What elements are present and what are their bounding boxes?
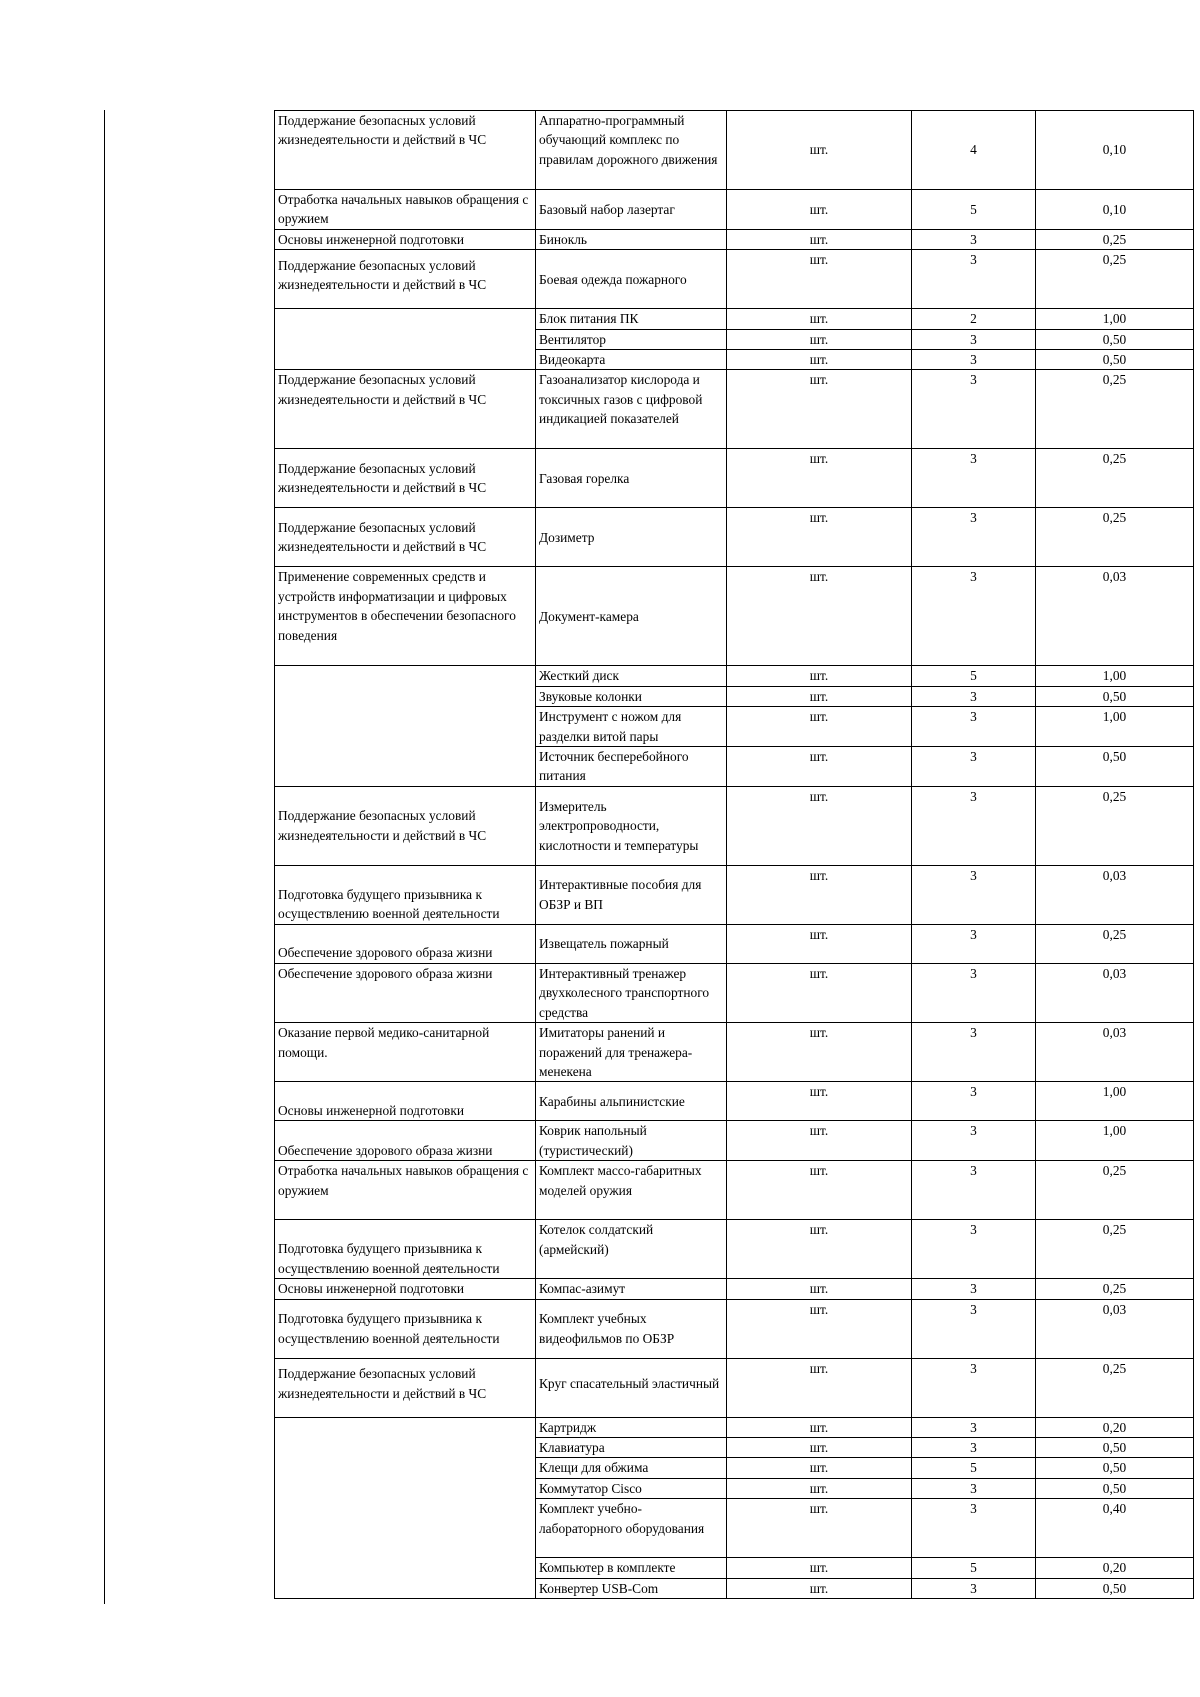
section-cell [275, 1417, 536, 1598]
quantity-cell: 3 [912, 1358, 1036, 1417]
item-name-cell: Базовый набор лазертаг [536, 190, 727, 230]
quantity-cell: 3 [912, 329, 1036, 349]
unit-cell: шт. [727, 707, 912, 747]
section-cell: Отработка начальных навыков обращения с оружием [275, 1161, 536, 1220]
item-name-cell: Боевая одежда пожарного [536, 250, 727, 309]
quantity-cell: 3 [912, 963, 1036, 1022]
norm-cell: 0,25 [1036, 1358, 1194, 1417]
section-cell: Оказание первой медико-санитарной помощи. [275, 1023, 536, 1082]
section-cell: Отработка начальных навыков обращения с оружием [275, 190, 536, 230]
unit-cell: шт. [727, 1279, 912, 1299]
section-cell: Поддержание безопасных условий жизнедеятельности и действий в ЧС [275, 1358, 536, 1417]
section-cell: Обеспечение здорового образа жизни [275, 1121, 536, 1161]
table-row [275, 1279, 1194, 1299]
norm-cell: 0,25 [1036, 250, 1194, 309]
norm-cell: 0,10 [1036, 111, 1194, 190]
norm-cell: 0,50 [1036, 686, 1194, 706]
item-name-cell: Карабины альпинистские [536, 1082, 727, 1121]
item-name-cell: Клещи для обжима [536, 1458, 727, 1478]
item-name-cell: Комплект массо-габаритных моделей оружия [536, 1161, 727, 1220]
norm-cell: 0,50 [1036, 1578, 1194, 1598]
section-cell: Подготовка будущего призывника к осуществлению военной деятельности [275, 1220, 536, 1279]
unit-cell: шт. [727, 1161, 912, 1220]
table-row [275, 111, 1194, 190]
quantity-cell: 3 [912, 1121, 1036, 1161]
section-cell: Применение современных средств и устройств информатизации и цифровых инструментов в обеспечении безопасного поведения [275, 567, 536, 666]
item-name-cell: Дозиметр [536, 508, 727, 567]
norm-cell: 0,50 [1036, 1458, 1194, 1478]
section-cell: Обеспечение здорового образа жизни [275, 924, 536, 963]
unit-cell: шт. [727, 190, 912, 230]
unit-cell: шт. [727, 1558, 912, 1578]
norm-cell: 0,50 [1036, 1437, 1194, 1457]
item-name-cell: Извещатель пожарный [536, 924, 727, 963]
norm-cell: 1,00 [1036, 309, 1194, 329]
quantity-cell: 3 [912, 686, 1036, 706]
item-name-cell: Круг спасательный эластичный [536, 1358, 727, 1417]
item-name-cell: Компас-азимут [536, 1279, 727, 1299]
quantity-cell: 3 [912, 1478, 1036, 1498]
table-row [275, 1299, 1194, 1358]
quantity-cell: 3 [912, 229, 1036, 249]
item-name-cell: Комплект учебных видеофильмов по ОБЗР [536, 1299, 727, 1358]
norm-cell: 1,00 [1036, 666, 1194, 686]
table-row [275, 229, 1194, 249]
table-row [275, 1220, 1194, 1279]
unit-cell: шт. [727, 309, 912, 329]
item-name-cell: Жесткий диск [536, 666, 727, 686]
unit-cell: шт. [727, 1023, 912, 1082]
item-name-cell: Клавиатура [536, 1437, 727, 1457]
unit-cell: шт. [727, 250, 912, 309]
item-name-cell: Газоанализатор кислорода и токсичных газов с цифровой индикацией показателей [536, 370, 727, 449]
item-name-cell: Компьютер в комплекте [536, 1558, 727, 1578]
norm-cell: 0,50 [1036, 747, 1194, 787]
unit-cell: шт. [727, 1121, 912, 1161]
item-name-cell: Вентилятор [536, 329, 727, 349]
unit-cell: шт. [727, 1082, 912, 1121]
section-cell [275, 666, 536, 786]
norm-cell: 0,25 [1036, 229, 1194, 249]
item-name-cell: Интерактивные пособия для ОБЗР и ВП [536, 865, 727, 924]
table-row [275, 1417, 1194, 1437]
norm-cell: 1,00 [1036, 1121, 1194, 1161]
quantity-cell: 3 [912, 1082, 1036, 1121]
norm-cell: 0,40 [1036, 1499, 1194, 1558]
unit-cell: шт. [727, 865, 912, 924]
section-cell: Поддержание безопасных условий жизнедеятельности и действий в ЧС [275, 449, 536, 508]
quantity-cell: 3 [912, 786, 1036, 865]
norm-cell: 0,50 [1036, 1478, 1194, 1498]
table-row [275, 190, 1194, 230]
quantity-cell: 3 [912, 449, 1036, 508]
quantity-cell: 3 [912, 1279, 1036, 1299]
section-cell [275, 309, 536, 370]
norm-cell: 1,00 [1036, 1082, 1194, 1121]
norm-cell: 0,03 [1036, 865, 1194, 924]
table-row [275, 309, 1194, 329]
norm-cell: 0,10 [1036, 190, 1194, 230]
section-cell: Поддержание безопасных условий жизнедеятельности и действий в ЧС [275, 111, 536, 190]
unit-cell: шт. [727, 747, 912, 787]
unit-cell: шт. [727, 370, 912, 449]
section-cell: Поддержание безопасных условий жизнедеятельности и действий в ЧС [275, 508, 536, 567]
item-name-cell: Газовая горелка [536, 449, 727, 508]
unit-cell: шт. [727, 449, 912, 508]
norm-cell: 0,03 [1036, 567, 1194, 666]
item-name-cell: Картридж [536, 1417, 727, 1437]
table-row [275, 1082, 1194, 1121]
unit-cell: шт. [727, 924, 912, 963]
quantity-cell: 2 [912, 309, 1036, 329]
quantity-cell: 5 [912, 666, 1036, 686]
norm-cell: 0,03 [1036, 1023, 1194, 1082]
item-name-cell: Котелок солдатский (армейский) [536, 1220, 727, 1279]
unit-cell: шт. [727, 567, 912, 666]
table-row [275, 449, 1194, 508]
unit-cell: шт. [727, 786, 912, 865]
item-name-cell: Звуковые колонки [536, 686, 727, 706]
table-row [275, 1161, 1194, 1220]
unit-cell: шт. [727, 508, 912, 567]
norm-cell: 0,50 [1036, 350, 1194, 370]
table-row [275, 1121, 1194, 1161]
quantity-cell: 3 [912, 1161, 1036, 1220]
table-row [275, 865, 1194, 924]
unit-cell: шт. [727, 686, 912, 706]
table-row [275, 508, 1194, 567]
quantity-cell: 3 [912, 1578, 1036, 1598]
item-name-cell: Коврик напольный (туристический) [536, 1121, 727, 1161]
norm-cell: 0,20 [1036, 1558, 1194, 1578]
section-cell: Подготовка будущего призывника к осуществлению военной деятельности [275, 865, 536, 924]
quantity-cell: 3 [912, 370, 1036, 449]
quantity-cell: 3 [912, 1220, 1036, 1279]
quantity-cell: 3 [912, 747, 1036, 787]
section-cell: Основы инженерной подготовки [275, 1082, 536, 1121]
norm-cell: 0,03 [1036, 1299, 1194, 1358]
unit-cell: шт. [727, 1478, 912, 1498]
item-name-cell: Интерактивный тренажер двухколесного транспортного средства [536, 963, 727, 1022]
item-name-cell: Инструмент с ножом для разделки витой пары [536, 707, 727, 747]
unit-cell: шт. [727, 1417, 912, 1437]
table-row [275, 567, 1194, 666]
norm-cell: 0,25 [1036, 1279, 1194, 1299]
section-cell: Основы инженерной подготовки [275, 1279, 536, 1299]
unit-cell: шт. [727, 229, 912, 249]
quantity-cell: 3 [912, 924, 1036, 963]
unit-cell: шт. [727, 329, 912, 349]
section-cell: Поддержание безопасных условий жизнедеятельности и действий в ЧС [275, 250, 536, 309]
table-row [275, 1358, 1194, 1417]
unit-cell: шт. [727, 1299, 912, 1358]
item-name-cell: Блок питания ПК [536, 309, 727, 329]
norm-cell: 1,00 [1036, 707, 1194, 747]
quantity-cell: 3 [912, 508, 1036, 567]
quantity-cell: 5 [912, 1558, 1036, 1578]
quantity-cell: 3 [912, 1417, 1036, 1437]
section-cell: Подготовка будущего призывника к осуществлению военной деятельности [275, 1299, 536, 1358]
unit-cell: шт. [727, 1578, 912, 1598]
item-name-cell: Комплект учебно-лабораторного оборудования [536, 1499, 727, 1558]
unit-cell: шт. [727, 1458, 912, 1478]
item-name-cell: Аппаратно-программный обучающий комплекс по правилам дорожного движения [536, 111, 727, 190]
unit-cell: шт. [727, 350, 912, 370]
table-row [275, 1023, 1194, 1082]
item-name-cell: Коммутатор Cisco [536, 1478, 727, 1498]
item-name-cell: Измеритель электропроводности, кислотности и температуры [536, 786, 727, 865]
left-margin-line [104, 110, 105, 1604]
item-name-cell: Конвертер USB-Com [536, 1578, 727, 1598]
table-row [275, 370, 1194, 449]
unit-cell: шт. [727, 963, 912, 1022]
quantity-cell: 3 [912, 250, 1036, 309]
norm-cell: 0,20 [1036, 1417, 1194, 1437]
unit-cell: шт. [727, 1220, 912, 1279]
norm-cell: 0,25 [1036, 508, 1194, 567]
quantity-cell: 5 [912, 1458, 1036, 1478]
unit-cell: шт. [727, 1499, 912, 1558]
quantity-cell: 5 [912, 190, 1036, 230]
item-name-cell: Видеокарта [536, 350, 727, 370]
norm-cell: 0,25 [1036, 449, 1194, 508]
norm-cell: 0,25 [1036, 924, 1194, 963]
item-name-cell: Бинокль [536, 229, 727, 249]
section-cell: Основы инженерной подготовки [275, 229, 536, 249]
item-name-cell: Источник бесперебойного питания [536, 747, 727, 787]
norm-cell: 0,25 [1036, 1220, 1194, 1279]
table-row [275, 250, 1194, 309]
section-cell: Поддержание безопасных условий жизнедеятельности и действий в ЧС [275, 370, 536, 449]
quantity-cell: 3 [912, 1437, 1036, 1457]
equipment-table [274, 110, 1194, 1599]
unit-cell: шт. [727, 111, 912, 190]
quantity-cell: 3 [912, 707, 1036, 747]
section-cell: Обеспечение здорового образа жизни [275, 963, 536, 1022]
unit-cell: шт. [727, 1437, 912, 1457]
quantity-cell: 3 [912, 865, 1036, 924]
table-row [275, 666, 1194, 686]
unit-cell: шт. [727, 1358, 912, 1417]
quantity-cell: 3 [912, 1499, 1036, 1558]
table-row [275, 786, 1194, 865]
norm-cell: 0,25 [1036, 1161, 1194, 1220]
quantity-cell: 3 [912, 567, 1036, 666]
quantity-cell: 3 [912, 1023, 1036, 1082]
table-row [275, 924, 1194, 963]
norm-cell: 0,25 [1036, 370, 1194, 449]
unit-cell: шт. [727, 666, 912, 686]
norm-cell: 0,25 [1036, 786, 1194, 865]
quantity-cell: 4 [912, 111, 1036, 190]
item-name-cell: Имитаторы ранений и поражений для тренажера-менекена [536, 1023, 727, 1082]
norm-cell: 0,03 [1036, 963, 1194, 1022]
norm-cell: 0,50 [1036, 329, 1194, 349]
table-row [275, 963, 1194, 1022]
item-name-cell: Документ-камера [536, 567, 727, 666]
quantity-cell: 3 [912, 1299, 1036, 1358]
section-cell: Поддержание безопасных условий жизнедеятельности и действий в ЧС [275, 786, 536, 865]
quantity-cell: 3 [912, 350, 1036, 370]
